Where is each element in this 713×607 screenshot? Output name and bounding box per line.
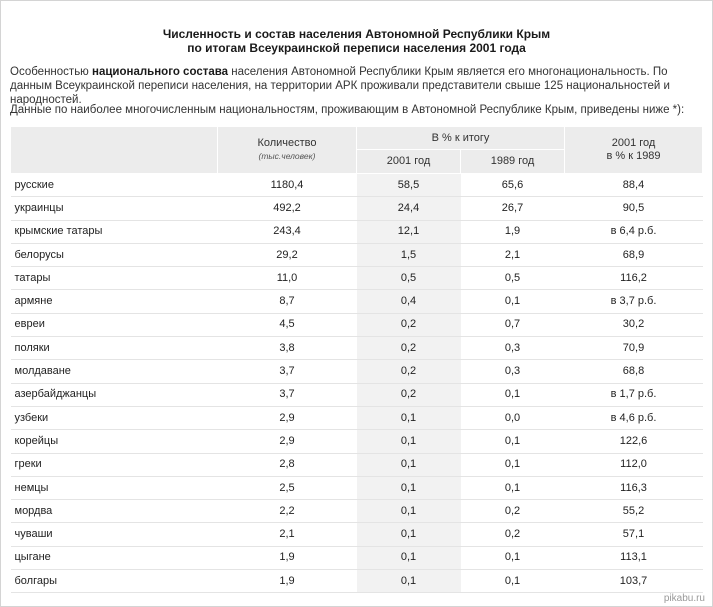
ratio-cell: 103,7: [565, 570, 703, 593]
percent-1989-cell: 0,1: [461, 476, 565, 499]
nationality-cell: евреи: [11, 313, 218, 336]
ratio-cell: 88,4: [565, 174, 703, 197]
percent-1989-cell: 0,1: [461, 290, 565, 313]
nationality-cell: украинцы: [11, 197, 218, 220]
percent-1989-cell: 0,1: [461, 383, 565, 406]
ratio-cell: 70,9: [565, 337, 703, 360]
nationality-cell: греки: [11, 453, 218, 476]
table-row: [11, 546, 703, 569]
percent-1989-cell: 0,7: [461, 313, 565, 336]
percent-1989-cell: 0,2: [461, 523, 565, 546]
quantity-cell: 2,8: [218, 453, 357, 476]
quantity-cell: 3,7: [218, 383, 357, 406]
table-row: [11, 243, 703, 266]
table-row: [11, 313, 703, 336]
ratio-cell: 122,6: [565, 430, 703, 453]
percent-2001-cell: 0,2: [357, 360, 461, 383]
percent-1989-cell: 0,1: [461, 570, 565, 593]
quantity-cell: 2,9: [218, 406, 357, 429]
percent-2001-cell: 0,2: [357, 383, 461, 406]
percent-1989-cell: 65,6: [461, 174, 565, 197]
percent-2001-cell: 0,1: [357, 406, 461, 429]
percent-2001-cell: 0,5: [357, 267, 461, 290]
nationality-cell: поляки: [11, 337, 218, 360]
percent-1989-cell: 0,1: [461, 430, 565, 453]
ratio-cell: 116,2: [565, 267, 703, 290]
quantity-cell: 2,1: [218, 523, 357, 546]
ratio-cell: 116,3: [565, 476, 703, 499]
ratio-cell: 112,0: [565, 453, 703, 476]
nationality-cell: узбеки: [11, 406, 218, 429]
ratio-cell: 55,2: [565, 500, 703, 523]
table-row: [11, 383, 703, 406]
quantity-cell: 2,2: [218, 500, 357, 523]
quantity-cell: 492,2: [218, 197, 357, 220]
table-row: [11, 290, 703, 313]
percent-2001-cell: 0,1: [357, 500, 461, 523]
intro-paragraph: [10, 65, 700, 107]
nationality-cell: корейцы: [11, 430, 218, 453]
nationality-cell: цыгане: [11, 546, 218, 569]
quantity-cell: 2,5: [218, 476, 357, 499]
header-year-1989: 1989 год: [461, 150, 565, 174]
nationality-cell: азербайджанцы: [11, 383, 218, 406]
intro-note: Данные по наиболее многочисленным национальностям, проживающим в Автономной Республике Крым, приведены ниже *):: [10, 104, 685, 116]
quantity-cell: 1,9: [218, 570, 357, 593]
watermark: pikabu.ru: [663, 593, 705, 604]
ratio-cell: 113,1: [565, 546, 703, 569]
nationality-cell: крымские татары: [11, 220, 218, 243]
percent-2001-cell: 0,1: [357, 430, 461, 453]
percent-1989-cell: 1,9: [461, 220, 565, 243]
ratio-cell: в 1,7 р.б.: [565, 383, 703, 406]
nationality-cell: болгары: [11, 570, 218, 593]
header-year-2001: 2001 год: [357, 150, 461, 174]
quantity-cell: 3,8: [218, 337, 357, 360]
ratio-cell: в 3,7 р.б.: [565, 290, 703, 313]
quantity-cell: 1180,4: [218, 174, 357, 197]
intro-text-before: Особенностью: [10, 66, 92, 78]
table-row: [11, 430, 703, 453]
nationality-cell: немцы: [11, 476, 218, 499]
percent-1989-cell: 2,1: [461, 243, 565, 266]
table-row: [11, 500, 703, 523]
table-row: [11, 267, 703, 290]
title-line-2: по итогам Всеукраинской переписи населения 2001 года: [187, 41, 526, 55]
header-quantity: [218, 127, 357, 174]
percent-1989-cell: 0,5: [461, 267, 565, 290]
header-ratio-line-2: в % к 1989: [606, 150, 661, 162]
quantity-cell: 29,2: [218, 243, 357, 266]
nationality-cell: армяне: [11, 290, 218, 313]
table-row: [11, 523, 703, 546]
percent-1989-cell: 0,0: [461, 406, 565, 429]
percent-2001-cell: 58,5: [357, 174, 461, 197]
percent-2001-cell: 0,2: [357, 337, 461, 360]
ratio-cell: в 6,4 р.б.: [565, 220, 703, 243]
ratio-cell: в 4,6 р.б.: [565, 406, 703, 429]
percent-2001-cell: 24,4: [357, 197, 461, 220]
table-row: [11, 360, 703, 383]
nationality-cell: русские: [11, 174, 218, 197]
intro-text-after: населения Автономной Республики Крым является его многонациональность. По данным Всеукраинской переписи населения, на территории АРК проживали представители свыше 125 национальностей и народностей.: [10, 66, 670, 106]
percent-1989-cell: 0,1: [461, 453, 565, 476]
page-title: [0, 27, 713, 55]
percent-1989-cell: 26,7: [461, 197, 565, 220]
nationality-cell: мордва: [11, 500, 218, 523]
intro-bold-text: национального состава: [92, 66, 229, 78]
header-ratio-line-1: 2001 год: [611, 137, 656, 149]
nationality-cell: молдаване: [11, 360, 218, 383]
quantity-cell: 3,7: [218, 360, 357, 383]
quantity-cell: 2,9: [218, 430, 357, 453]
table-row: [11, 453, 703, 476]
table-body: [11, 174, 703, 593]
percent-2001-cell: 0,1: [357, 476, 461, 499]
table-row: [11, 406, 703, 429]
quantity-cell: 243,4: [218, 220, 357, 243]
header-quantity-unit: (тыс.человек): [258, 151, 316, 161]
ratio-cell: 30,2: [565, 313, 703, 336]
percent-2001-cell: 0,1: [357, 546, 461, 569]
quantity-cell: 4,5: [218, 313, 357, 336]
table-row: [11, 337, 703, 360]
quantity-cell: 1,9: [218, 546, 357, 569]
table-header-row-1: [11, 127, 703, 150]
percent-2001-cell: 0,1: [357, 570, 461, 593]
percent-1989-cell: 0,1: [461, 546, 565, 569]
percent-1989-cell: 0,3: [461, 337, 565, 360]
table-row: [11, 476, 703, 499]
quantity-cell: 11,0: [218, 267, 357, 290]
percent-1989-cell: 0,3: [461, 360, 565, 383]
nationality-cell: татары: [11, 267, 218, 290]
header-ratio: [565, 127, 703, 174]
header-percent-group: В % к итогу: [357, 127, 565, 150]
percent-2001-cell: 0,1: [357, 453, 461, 476]
nationality-cell: белорусы: [11, 243, 218, 266]
ratio-cell: 68,8: [565, 360, 703, 383]
population-table: [10, 126, 703, 593]
ratio-cell: 57,1: [565, 523, 703, 546]
quantity-cell: 8,7: [218, 290, 357, 313]
percent-1989-cell: 0,2: [461, 500, 565, 523]
header-nationality: [11, 127, 218, 174]
percent-2001-cell: 0,4: [357, 290, 461, 313]
nationality-cell: чуваши: [11, 523, 218, 546]
ratio-cell: 90,5: [565, 197, 703, 220]
percent-2001-cell: 12,1: [357, 220, 461, 243]
table-row: [11, 197, 703, 220]
percent-2001-cell: 0,1: [357, 523, 461, 546]
title-line-1: Численность и состав населения Автономной Республики Крым: [162, 27, 551, 41]
percent-2001-cell: 1,5: [357, 243, 461, 266]
ratio-cell: 68,9: [565, 243, 703, 266]
table-row: [11, 174, 703, 197]
header-quantity-label: Количество: [257, 137, 317, 149]
table-row: [11, 220, 703, 243]
table-row: [11, 570, 703, 593]
percent-2001-cell: 0,2: [357, 313, 461, 336]
